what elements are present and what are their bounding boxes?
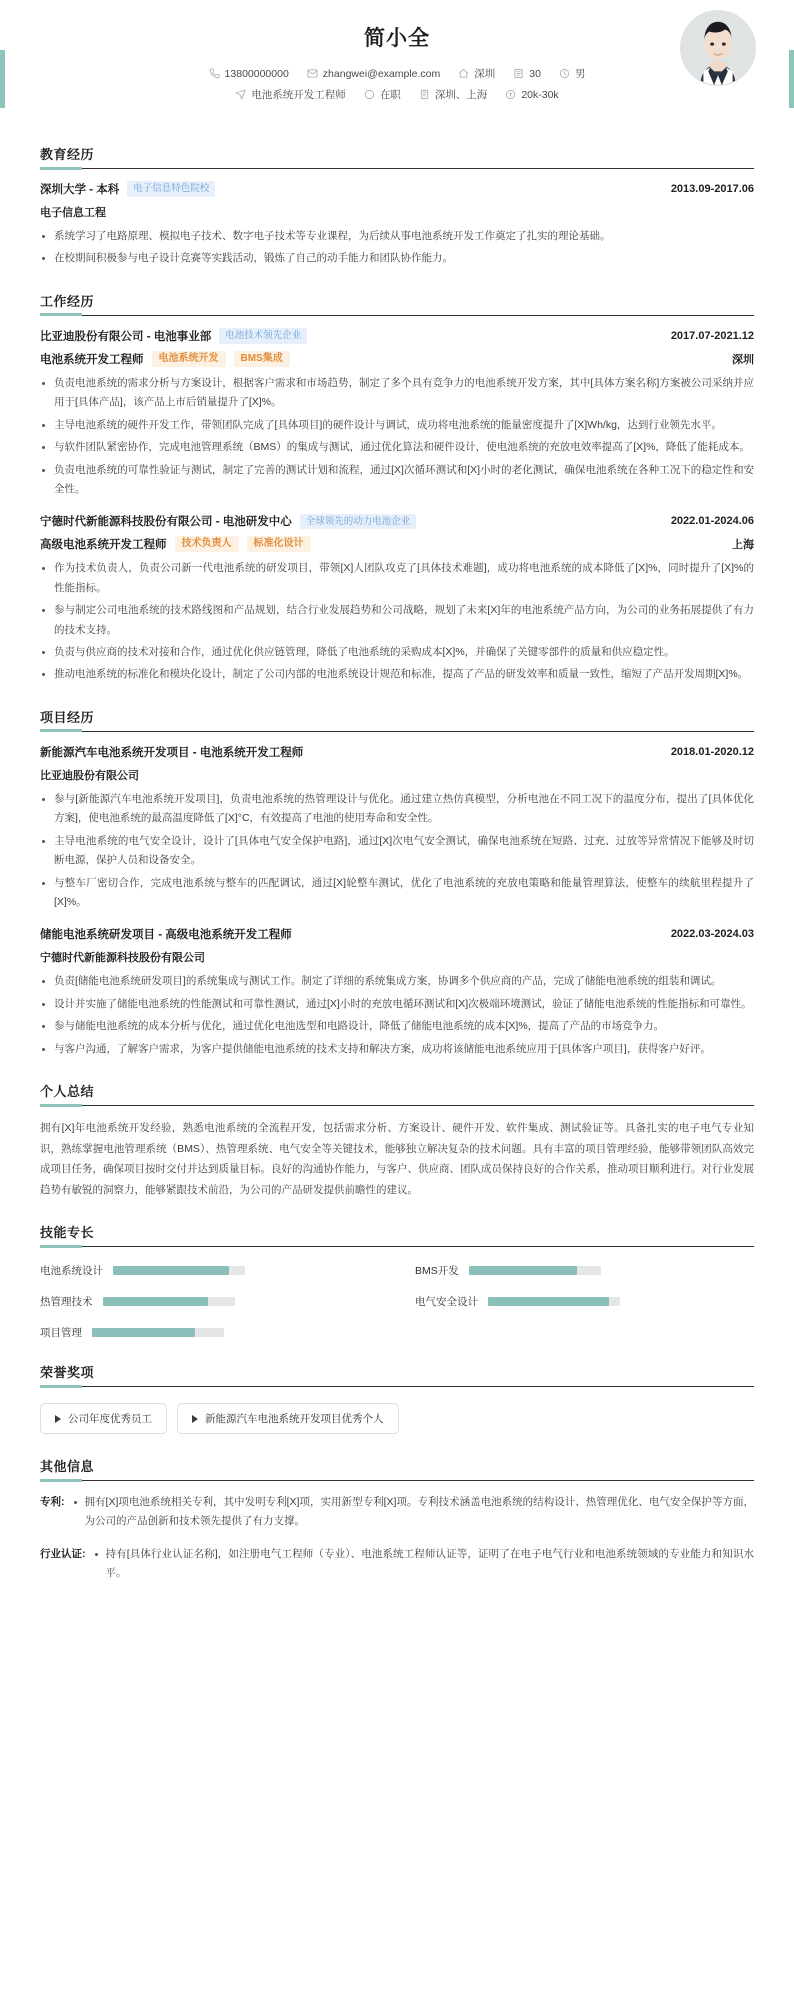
- section-title-education: 教育经历: [40, 147, 95, 162]
- work-location: 深圳: [732, 353, 754, 366]
- contact-location: [458, 66, 495, 81]
- contact-age: [513, 68, 541, 80]
- list-item: 与客户沟通，了解客户需求，为客户提供储能电池系统的技术支持和解决方案，成功将该储能电池系统应用于[具体客户项目]，获得客户好评。: [40, 1040, 754, 1059]
- work-entry-headline: [40, 513, 754, 529]
- email-icon: [307, 68, 318, 79]
- gender-icon: [559, 68, 570, 79]
- skill-item: [415, 1263, 754, 1278]
- list-item: 主导电池系统的电气安全设计，设计了[具体电气安全保护电路]，通过[X]次电气安全测试，确保电池系统在短路、过充、过放等异常情况下能够及时切断电源，保护人员和设备安全。: [40, 832, 754, 871]
- job-icon: [235, 89, 246, 100]
- skill-bar: [488, 1297, 620, 1306]
- section-summary: [0, 1081, 794, 1200]
- project-title: 新能源汽车电池系统开发项目 - 电池系统开发工程师: [40, 746, 304, 759]
- section-other-info: [0, 1456, 794, 1584]
- location-icon: [458, 68, 469, 79]
- section-title-work: 工作经历: [40, 293, 95, 309]
- contact-preferred-city: [419, 87, 488, 102]
- section-header-skills: [40, 1222, 754, 1247]
- contact-preferred-city-value: 深圳、上海: [434, 89, 488, 101]
- project-company: 宁德时代新能源科技股份有限公司: [40, 952, 205, 965]
- work-company-tag: 电池技术领先企业: [219, 328, 307, 343]
- project-bullets: [40, 972, 754, 1059]
- project-date: 2022.03-2024.03: [670, 928, 754, 941]
- section-title-projects: 项目经历: [40, 709, 95, 725]
- project-date: 2018.01-2020.12: [670, 745, 754, 758]
- project-entry-headline: [40, 926, 754, 942]
- section-header-summary: [40, 1081, 754, 1106]
- list-item: 负责电池系统的可靠性验证与测试，制定了完善的测试计划和流程，通过[X]次循环测试和[X]小时的老化测试，确保电池系统在各种工况下的稳定性和安全性。: [40, 461, 754, 500]
- skill-bar-fill: [113, 1266, 229, 1275]
- list-item: 参与储能电池系统的成本分析与优化，通过优化电池选型和电路设计，降低了储能电池系统的成本[X]%，提高了产品的市场竞争力。: [40, 1017, 754, 1036]
- list-item: 作为技术负责人，负责公司新一代电池系统的研发项目，带领[X]人团队攻克了[具体技术难题]，成功将电池系统的成本降低了[X]%，同时提升了[X]%的性能指标。: [40, 559, 754, 598]
- accent-bar-right: [789, 50, 794, 108]
- skill-bar: [469, 1266, 601, 1275]
- work-entry: [40, 513, 754, 685]
- work-role-tag: 电池系统开发: [152, 351, 226, 367]
- contact-work-status: [364, 87, 401, 102]
- skill-bar-fill: [469, 1266, 577, 1275]
- skill-bar-fill: [92, 1328, 195, 1337]
- skill-item: [40, 1325, 379, 1340]
- skill-label: 项目管理: [40, 1327, 82, 1339]
- contact-work-status-value: 在职: [379, 89, 401, 101]
- list-item: 参与制定公司电池系统的技术路线图和产品规划，结合行业发展趋势和公司战略，规划了未来[X]年的电池系统产品方向，为公司的业务拓展提供了有力的技术支持。: [40, 601, 754, 640]
- skill-bar-fill: [103, 1297, 209, 1306]
- education-school-tag: 电子信息特色院校: [127, 181, 215, 196]
- contact-gender: [559, 66, 586, 81]
- list-item: 负责电池系统的需求分析与方案设计，根据客户需求和市场趋势，制定了多个具有竞争力的电池系统开发方案，其中[具体方案名称]方案被公司采纳并应用于[具体产品]，该产品上市后销量提升了[X]%。: [40, 374, 754, 413]
- section-skills: [0, 1222, 794, 1340]
- work-entry-headline: [40, 328, 754, 344]
- skill-bar: [113, 1266, 245, 1275]
- project-bullets: [40, 790, 754, 913]
- work-bullets: [40, 559, 754, 685]
- skill-bar: [92, 1328, 224, 1337]
- contact-email: [307, 68, 440, 80]
- section-education: [0, 144, 794, 269]
- section-projects: [0, 707, 794, 1059]
- education-major: 电子信息工程: [40, 207, 106, 219]
- status-icon: [364, 89, 375, 100]
- contact-row-secondary: [40, 87, 754, 102]
- skill-label: BMS开发: [415, 1265, 459, 1277]
- work-company: 比亚迪股份有限公司 - 电池事业部: [40, 330, 212, 343]
- skill-bar: [103, 1297, 235, 1306]
- skill-item: [40, 1263, 379, 1278]
- education-entry-headline: [40, 181, 754, 197]
- award-label: 公司年度优秀员工: [68, 1413, 152, 1425]
- project-entry-headline: [40, 744, 754, 760]
- work-role: 高级电池系统开发工程师: [40, 539, 167, 552]
- work-entry-roleline: [40, 536, 754, 552]
- work-role-tag: BMS集成: [234, 351, 290, 367]
- other-info-label: 行业认证:: [40, 1547, 86, 1560]
- contact-row-primary: [40, 66, 754, 81]
- list-item: 与软件团队紧密协作，完成电池管理系统（BMS）的集成与测试，通过优化算法和硬件设计，使电池系统的充放电效率提高了[X]%，降低了能耗成本。: [40, 438, 754, 457]
- awards-row: [40, 1399, 754, 1434]
- education-school: 深圳大学 - 本科: [40, 184, 120, 196]
- skill-bar-fill: [488, 1297, 609, 1306]
- contact-location-value: 深圳: [474, 68, 496, 80]
- project-entry: [40, 926, 754, 1059]
- skills-grid: [40, 1259, 754, 1340]
- section-title-awards: 荣誉奖项: [40, 1365, 95, 1380]
- list-item: 主导电池系统的硬件开发工作，带领团队完成了[具体项目]的硬件设计与调试，成功将电池系统的能量密度提升了[X]Wh/kg，达到行业领先水平。: [40, 416, 754, 435]
- section-header-awards: [40, 1362, 754, 1387]
- section-header-work: [40, 291, 754, 316]
- education-date: 2013.09-2017.06: [670, 183, 754, 195]
- skill-label: 热管理技术: [40, 1296, 93, 1308]
- resume-header: [0, 0, 794, 122]
- work-role: 电池系统开发工程师: [40, 353, 144, 366]
- work-entry: [40, 328, 754, 500]
- contact-age-value: 30: [529, 67, 541, 80]
- summary-text: 拥有[X]年电池系统开发经验，熟悉电池系统的全流程开发，包括需求分析、方案设计、硬件开发、软件集成、测试验证等。具备扎实的电子电气专业知识，熟练掌握电池管理系统（BMS）、热管理系统、电气安全等关键技术，能够独立解决复杂的技术问题。具有丰富的项目管理经验，能够带领团队高效完成项目任务，确保项目按时交付并达到质量目标。良好的沟通协作能力，与客户、供应商、团队成员保持良好的合作关系，推动项目顺利进行。对行业发展趋势有敏锐的洞察力，能够紧跟技术前沿，为公司的产品研发提供前瞻性的建议。: [40, 1122, 754, 1196]
- contact-salary-value: 20k-30k: [521, 88, 559, 101]
- work-location: 上海: [732, 539, 754, 552]
- other-info-item: [40, 1493, 754, 1532]
- award-label: 新能源汽车电池系统开发项目优秀个人: [205, 1413, 384, 1425]
- list-item: 参与[新能源汽车电池系统开发项目]，负责电池系统的热管理设计与优化。通过建立热仿真模型，分析电池在不同工况下的温度分布，提出了[具体优化方案]，使电池系统的最高温度降低了[X]°C，有效提高了电池的使用寿命和安全性。: [40, 790, 754, 829]
- avatar: [680, 10, 756, 86]
- skill-label: 电气安全设计: [415, 1296, 478, 1308]
- work-date: 2022.01-2024.06: [670, 515, 754, 528]
- work-bullets: [40, 374, 754, 500]
- play-triangle-icon: [55, 1415, 61, 1423]
- section-header-projects: [40, 707, 754, 732]
- skill-item: [40, 1294, 379, 1309]
- phone-icon: [209, 68, 220, 79]
- work-role-tag: 技术负责人: [175, 536, 239, 552]
- section-title-summary: 个人总结: [40, 1084, 95, 1100]
- list-item: 系统学习了电路原理、模拟电子技术、数字电子技术等专业课程，为后续从事电池系统开发工作奠定了扎实的理论基础。: [40, 227, 754, 246]
- other-info-label: 专利:: [40, 1496, 65, 1508]
- city-icon: [419, 89, 430, 100]
- section-awards: [0, 1362, 794, 1434]
- education-entry: [40, 181, 754, 269]
- section-header-other-info: [40, 1456, 754, 1481]
- other-info-item: [40, 1545, 754, 1584]
- contact-job-title: [235, 87, 346, 102]
- contact-email-value: zhangwei@example.com: [322, 67, 441, 80]
- project-company: 比亚迪股份有限公司: [40, 769, 139, 782]
- section-header-education: [40, 144, 754, 169]
- list-item: 推动电池系统的标准化和模块化设计，制定了公司内部的电池系统设计规范和标准，提高了产品的研发效率和质量一致性，缩短了产品开发周期[X]%。: [40, 665, 754, 684]
- other-info-text: 持有[具体行业认证名称]，如注册电气工程师（专业）、电池系统工程师认证等，证明了在电子电气行业和电池系统领域的专业能力和知识水平。: [92, 1545, 755, 1584]
- project-entry: [40, 744, 754, 913]
- skill-item: [415, 1294, 754, 1309]
- other-info-text: 拥有[X]项电池系统相关专利，其中发明专利[X]项，实用新型专利[X]项。专利技术涵盖电池系统的结构设计、热管理优化、电气安全保护等方面，为公司的产品创新和技术领先提供了有力支撑。: [71, 1493, 755, 1532]
- work-company: 宁德时代新能源科技股份有限公司 - 电池研发中心: [40, 516, 292, 529]
- project-title: 储能电池系统研发项目 - 高级电池系统开发工程师: [40, 929, 292, 942]
- page-title: 简小全: [364, 27, 430, 50]
- list-item: 设计并实施了储能电池系统的性能测试和可靠性测试，通过[X]小时的充放电循环测试和[X]次极端环境测试，验证了储能电池系统的性能指标和可靠性。: [40, 995, 754, 1014]
- contact-phone: [209, 68, 289, 80]
- list-item: 与整车厂密切合作，完成电池系统与整车的匹配调试，通过[X]轮整车测试，优化了电池系统的充放电策略和能量管理算法，使整车的续航里程提升了[X]%。: [40, 874, 754, 913]
- section-work: [0, 291, 794, 685]
- work-date: 2017.07-2021.12: [670, 329, 754, 342]
- education-bullets: [40, 227, 754, 269]
- skill-label: 电池系统设计: [40, 1265, 103, 1277]
- award-chip[interactable]: [40, 1403, 167, 1434]
- list-item: 在校期间积极参与电子设计竞赛等实践活动，锻炼了自己的动手能力和团队协作能力。: [40, 249, 754, 268]
- accent-bar-left: [0, 50, 5, 108]
- section-title-other-info: 其他信息: [40, 1459, 95, 1474]
- award-chip[interactable]: [177, 1403, 399, 1434]
- contact-salary: [505, 89, 558, 101]
- contact-job-title-value: 电池系统开发工程师: [251, 89, 346, 101]
- list-item: 负责与供应商的技术对接和合作，通过优化供应链管理，降低了电池系统的采购成本[X]%，并确保了关键零部件的质量和供应稳定性。: [40, 643, 754, 662]
- salary-icon: [505, 89, 516, 100]
- work-company-tag: 全球领先的动力电池企业: [300, 514, 417, 529]
- age-icon: [513, 68, 524, 79]
- contact-gender-value: 男: [574, 68, 586, 80]
- work-entry-roleline: [40, 351, 754, 367]
- list-item: 负责[储能电池系统研发项目]的系统集成与测试工作。制定了详细的系统集成方案，协调多个供应商的产品，完成了储能电池系统的组装和调试。: [40, 972, 754, 991]
- play-triangle-icon: [192, 1415, 198, 1423]
- contact-phone-value: 13800000000: [224, 67, 289, 80]
- work-role-tag: 标准化设计: [247, 536, 311, 552]
- section-title-skills: 技能专长: [40, 1225, 95, 1240]
